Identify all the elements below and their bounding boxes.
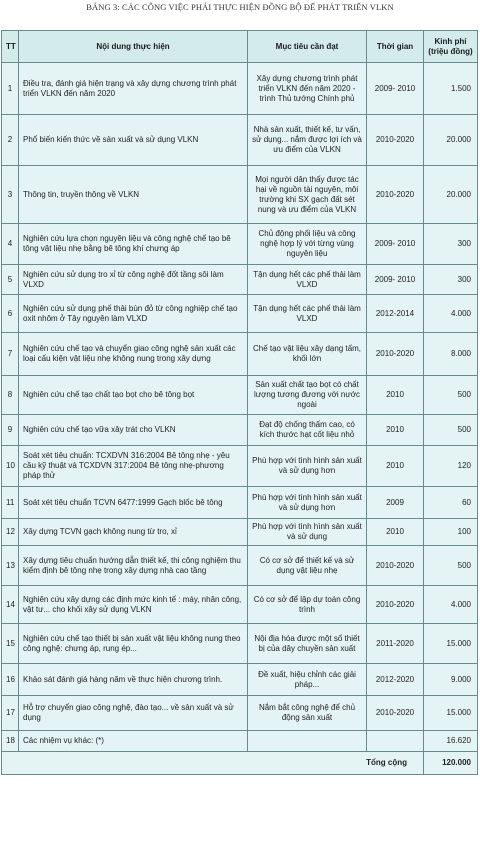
tasks-table (1, 30, 478, 775)
row-number: 7 (2, 333, 19, 376)
row-cost: 20.000 (424, 166, 478, 224)
row-number: 5 (2, 265, 19, 295)
row-goal: Nắm bắt công nghệ để chủ động sản xuất (248, 696, 367, 731)
row-cost: 8.000 (424, 333, 478, 376)
table-row (2, 487, 478, 519)
total-label: Tổng cộng (2, 752, 424, 775)
table-caption: BẢNG 3: CÁC CÔNG VIỆC PHẢI THỰC HIỆN ĐỒNG BỘ ĐỂ PHÁT TRIỂN VLKN (86, 2, 394, 12)
row-content: Xây dựng TCVN gạch không nung từ tro, xỉ (19, 519, 248, 546)
row-cost: 20.000 (424, 115, 478, 166)
row-content: Nghiên cứu chế tạo và chuyển giao công nghệ sản xuất các loại cấu kiện vật liệu nhẹ không nung trong xây dựng (19, 333, 248, 376)
row-time: 2010 (367, 519, 424, 546)
header-tt: TT (2, 31, 19, 63)
row-goal: Phù hợp với tình hình sản xuất và sử dụng (248, 519, 367, 546)
row-goal: Nội địa hóa được một số thiết bị của dây chuyền sản xuất (248, 624, 367, 664)
row-cost: 500 (424, 376, 478, 415)
row-number: 3 (2, 166, 19, 224)
table-row (2, 731, 478, 752)
table-row (2, 696, 478, 731)
row-time: 2012-2014 (367, 295, 424, 333)
row-content: Soát xét tiêu chuẩn: TCXDVN 316:2004 Bê tông nhẹ - yêu cầu kỹ thuật và TCXDVN 317:2004 Bê tông nhẹ-phương pháp thử (19, 446, 248, 487)
row-goal: Đạt độ chống thấm cao, có kích thước hạt cốt liệu nhỏ (248, 415, 367, 446)
row-number: 9 (2, 415, 19, 446)
row-goal: Nhà sản xuất, thiết kế, tư vấn, sử dụng... nắm được lợi ích và ưu điểm của VLKN (248, 115, 367, 166)
row-number: 17 (2, 696, 19, 731)
row-goal: Chế tạo vật liệu xây dạng tấm, khối lớn (248, 333, 367, 376)
table-row (2, 415, 478, 446)
row-cost: 500 (424, 546, 478, 586)
row-number: 16 (2, 664, 19, 696)
row-time: 2010-2020 (367, 333, 424, 376)
row-goal: Phù hợp với tình hình sản xuất và sử dụng hơn (248, 487, 367, 519)
row-cost: 100 (424, 519, 478, 546)
row-time: 2010 (367, 446, 424, 487)
row-time: 2010-2020 (367, 166, 424, 224)
row-content: Nghiên cứu lựa chọn nguyên liệu và công nghệ chế tạo bê tông vật liệu nhẹ bằng bê tông khí chưng áp (19, 224, 248, 265)
row-number: 8 (2, 376, 19, 415)
table-row (2, 166, 478, 224)
row-time: 2009 (367, 487, 424, 519)
table-row (2, 519, 478, 546)
row-cost: 15.000 (424, 624, 478, 664)
row-number: 18 (2, 731, 19, 752)
row-cost: 1.500 (424, 63, 478, 115)
row-number: 15 (2, 624, 19, 664)
row-content: Soát xét tiêu chuẩn TCVN 6477:1999 Gạch blốc bê tông (19, 487, 248, 519)
row-content: Phổ biến kiến thức về sản xuất và sử dụng VLKN (19, 115, 248, 166)
table-row (2, 333, 478, 376)
row-time: 2009- 2010 (367, 224, 424, 265)
row-goal: Phù hợp với tình hình sản xuất và sử dụng hơn (248, 446, 367, 487)
row-content: Xây dựng tiêu chuẩn hướng dẫn thiết kế, thi công nghiệm thu kiểm định bê tông nhẹ trong xây dựng nhà cao tầng (19, 546, 248, 586)
row-cost: 60 (424, 487, 478, 519)
row-goal: Có cơ sở để thiết kế và sử dụng vật liệu nhẹ (248, 546, 367, 586)
row-goal (248, 731, 367, 752)
total-value: 120.000 (424, 752, 478, 775)
table-row (2, 624, 478, 664)
row-cost: 300 (424, 265, 478, 295)
row-cost: 9.000 (424, 664, 478, 696)
total-row (2, 752, 478, 775)
row-cost: 300 (424, 224, 478, 265)
row-number: 14 (2, 586, 19, 624)
row-content: Hỗ trợ chuyển giao công nghệ, đào tạo... về sản xuất và sử dụng (19, 696, 248, 731)
row-goal: Sản xuất chất tạo bọt có chất lượng tương đương với nước ngoài (248, 376, 367, 415)
row-goal: Có cơ sở để lập dự toán công trình (248, 586, 367, 624)
row-number: 1 (2, 63, 19, 115)
row-number: 12 (2, 519, 19, 546)
row-content: Nghiên cứu sử dụng tro xỉ từ công nghệ đốt tầng sôi làm VLXD (19, 265, 248, 295)
row-number: 4 (2, 224, 19, 265)
row-content: Thông tin, truyền thông về VLKN (19, 166, 248, 224)
row-goal: Tận dụng hết các phế thải làm VLXD (248, 295, 367, 333)
row-goal: Xây dựng chương trình phát triển VLKN đến năm 2020 - trình Thủ tướng Chính phủ (248, 63, 367, 115)
header-cost: Kinh phí (triệu đồng) (424, 31, 478, 63)
table-row (2, 115, 478, 166)
row-cost: 16.620 (424, 731, 478, 752)
row-time: 2009- 2010 (367, 63, 424, 115)
table-row (2, 546, 478, 586)
row-content: Nghiên cứu chế tạo thiết bị sản xuất vật liệu không nung theo công nghệ: chưng áp, rung ép... (19, 624, 248, 664)
table-row (2, 376, 478, 415)
table-row (2, 295, 478, 333)
table-row (2, 265, 478, 295)
row-number: 10 (2, 446, 19, 487)
row-content: Nghiên cứu sử dụng phế thải bùn đỏ từ công nghiệp chế tạo oxit nhôm ở Tây nguyên làm VLXD (19, 295, 248, 333)
row-time: 2011-2020 (367, 624, 424, 664)
row-number: 13 (2, 546, 19, 586)
row-content: Nghiên cứu chế tạo vữa xây trát cho VLKN (19, 415, 248, 446)
row-time: 2010-2020 (367, 546, 424, 586)
row-cost: 500 (424, 415, 478, 446)
row-number: 11 (2, 487, 19, 519)
row-time (367, 731, 424, 752)
header-content: Nội dung thực hiện (19, 31, 248, 63)
table-row (2, 63, 478, 115)
table-body (2, 63, 478, 752)
table-row (2, 664, 478, 696)
row-time: 2012-2020 (367, 664, 424, 696)
row-time: 2009- 2010 (367, 265, 424, 295)
table-header-row (2, 31, 478, 63)
row-number: 2 (2, 115, 19, 166)
row-time: 2010-2020 (367, 586, 424, 624)
table-row (2, 446, 478, 487)
row-cost: 15.000 (424, 696, 478, 731)
row-cost: 120 (424, 446, 478, 487)
row-cost: 4.000 (424, 295, 478, 333)
row-time: 2010 (367, 415, 424, 446)
table-row (2, 586, 478, 624)
row-time: 2010-2020 (367, 696, 424, 731)
row-time: 2010 (367, 376, 424, 415)
row-content: Nghiên cứu xây dựng các định mức kinh tế : máy, nhân công, vật tư... cho khối xây sử dụng VLKN (19, 586, 248, 624)
row-content: Nghiên cứu chế tạo chất tạo bọt cho bê tông bọt (19, 376, 248, 415)
header-time: Thời gian (367, 31, 424, 63)
row-time: 2010-2020 (367, 115, 424, 166)
row-goal: Chủ động phối liệu và công nghệ hợp lý với từng vùng nguyên liệu (248, 224, 367, 265)
row-goal: Tận dụng hết các phế thải làm VLXD (248, 265, 367, 295)
row-goal: Đề xuất, hiệu chỉnh các giải pháp... (248, 664, 367, 696)
header-goal: Mục tiêu cần đạt (248, 31, 367, 63)
table-row (2, 224, 478, 265)
row-goal: Mọi người dân thấy được tác hại về nguồn tài nguyên, môi trường khi SX gạch đất sét nung và ưu điểm của VLKN (248, 166, 367, 224)
row-number: 6 (2, 295, 19, 333)
row-content: Khảo sát đánh giá hàng năm về thực hiện chương trình. (19, 664, 248, 696)
row-content: Điều tra, đánh giá hiện trạng và xây dựng chương trình phát triển VLKN đến năm 2020 (19, 63, 248, 115)
row-cost: 4.000 (424, 586, 478, 624)
row-content: Các nhiệm vụ khác: (*) (19, 731, 248, 752)
